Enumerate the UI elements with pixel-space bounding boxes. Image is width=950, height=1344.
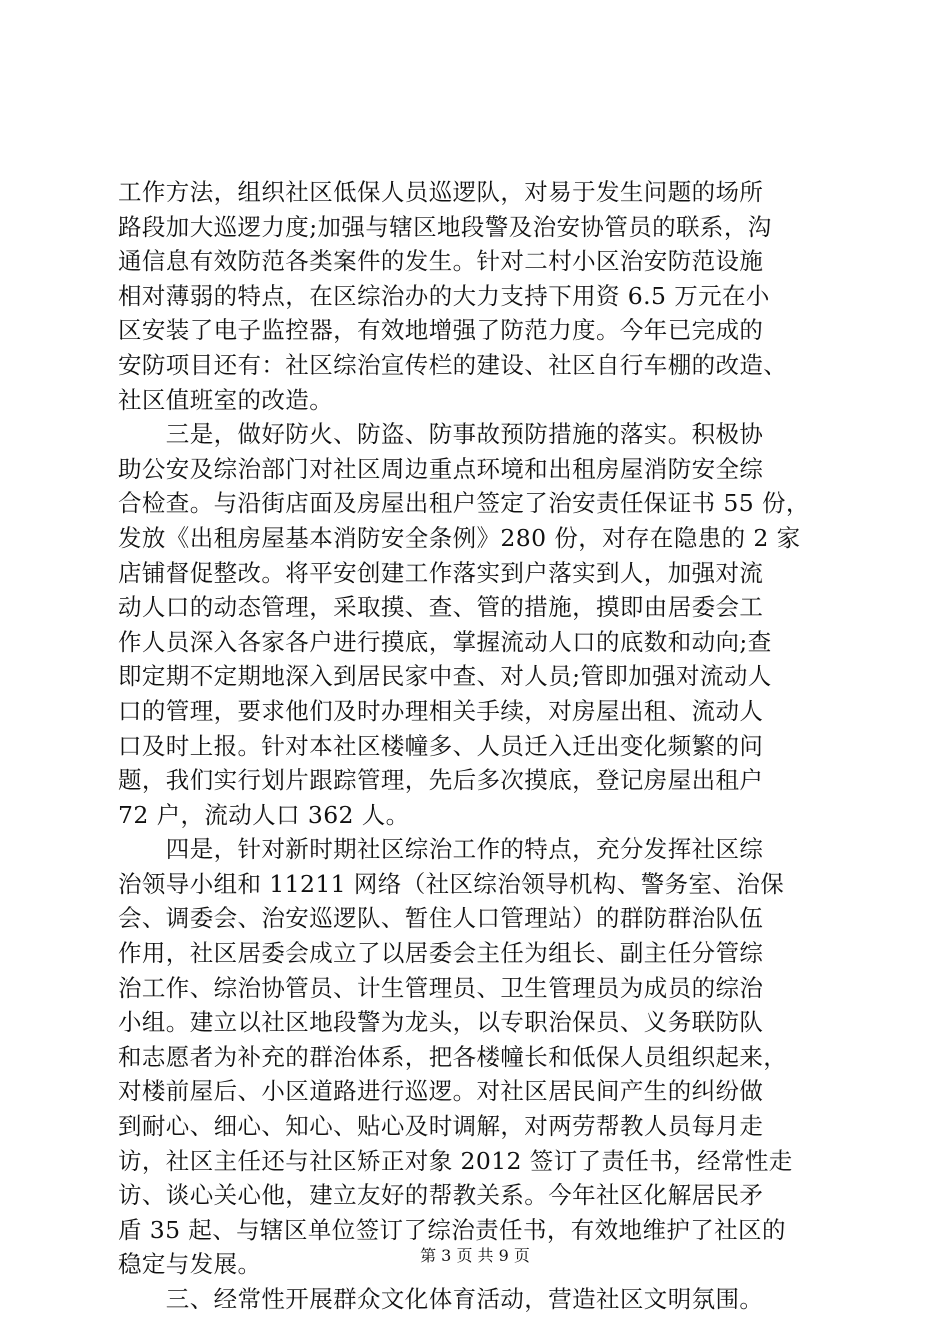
text-line: 动人口的动态管理，采取摸、查、管的措施，摸即由居委会工	[118, 593, 764, 622]
paragraph-start-line: 四是，针对新时期社区综治工作的特点，充分发挥社区综	[118, 835, 764, 864]
text-line: 助公安及综治部门对社区周边重点环境和出租房屋消防安全综	[118, 454, 764, 483]
text-line: 会、调委会、治安巡逻队、暂住人口管理站）的群防群治队伍	[118, 904, 764, 933]
text-line: 对楼前屋后、小区道路进行巡逻。对社区居民间产生的纠纷做	[118, 1077, 764, 1106]
text-line: 通信息有效防范各类案件的发生。针对二村小区治安防范设施	[118, 247, 764, 276]
text-line: 访、谈心关心他，建立友好的帮教关系。今年社区化解居民矛	[118, 1181, 764, 1210]
text-line: 口的管理，要求他们及时办理相关手续，对房屋出租、流动人	[118, 696, 764, 725]
text-line: 小组。建立以社区地段警为龙头，以专职治保员、义务联防队	[118, 1008, 764, 1037]
text-line: 作人员深入各家各户进行摸底，掌握流动人口的底数和动向;查	[118, 627, 772, 656]
text-line: 治工作、综治协管员、计生管理员、卫生管理员为成员的综治	[118, 973, 764, 1002]
text-line: 到耐心、细心、知心、贴心及时调解，对两劳帮教人员每月走	[118, 1112, 764, 1141]
text-line: 相对薄弱的特点，在区综治办的大力支持下用资 6.5 万元在小	[118, 281, 770, 310]
text-line: 安防项目还有：社区综治宣传栏的建设、社区自行车棚的改造、	[118, 350, 788, 379]
text-line: 稳定与发展。	[118, 1250, 262, 1279]
text-line: 工作方法，组织社区低保人员巡逻队，对易于发生问题的场所	[118, 178, 764, 206]
text-line: 盾 35 起、与辖区单位签订了综治责任书，有效地维护了社区的	[118, 1215, 786, 1244]
page-number-footer: 第 3 页 共 9 页	[420, 1246, 530, 1265]
paragraph-start-line: 三是，做好防火、防盗、防事故预防措施的落实。积极协	[118, 420, 764, 449]
text-line: 区安装了电子监控器，有效地增强了防范力度。今年已完成的	[118, 316, 764, 345]
text-line: 作用，社区居委会成立了以居委会主任为组长、副主任分管综	[118, 939, 764, 968]
text-line: 72 户，流动人口 362 人。	[118, 800, 410, 829]
section-heading-line: 三、经常性开展群众文化体育活动，营造社区文明氛围。	[118, 1285, 764, 1313]
text-line: 发放《出租房屋基本消防安全条例》280 份，对存在隐患的 2 家	[118, 523, 801, 552]
document-body	[118, 175, 834, 1317]
text-line: 访，社区主任还与社区矫正对象 2012 签订了责任书，经常性走	[118, 1146, 793, 1175]
text-line: 口及时上报。针对本社区楼幢多、人员迁入迁出变化频繁的问	[118, 731, 764, 760]
text-line: 合检查。与沿街店面及房屋出租户签定了治安责任保证书 55 份，	[118, 489, 810, 518]
text-line: 店铺督促整改。将平安创建工作落实到户落实到人，加强对流	[118, 558, 764, 587]
text-line: 和志愿者为补充的群治体系，把各楼幢长和低保人员组织起来，	[118, 1042, 788, 1071]
text-line: 题，我们实行划片跟踪管理，先后多次摸底，登记房屋出租户	[118, 766, 764, 795]
text-line: 路段加大巡逻力度;加强与辖区地段警及治安协管员的联系，沟	[118, 212, 772, 241]
text-line: 治领导小组和 11211 网络（社区综治领导机构、警务室、治保	[118, 869, 785, 898]
text-line: 社区值班室的改造。	[118, 385, 334, 414]
text-line: 即定期不定期地深入到居民家中查、对人员;管即加强对流动人	[118, 662, 772, 691]
